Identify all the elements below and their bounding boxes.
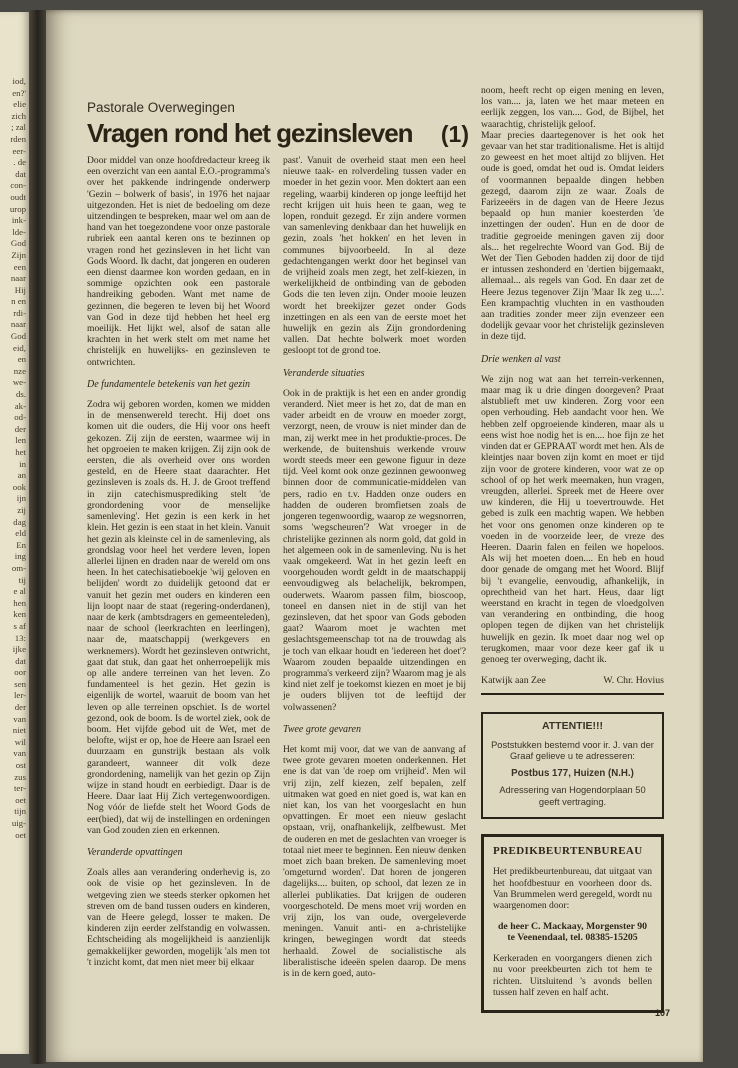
section-kicker: Pastorale Overwegingen: [87, 100, 235, 115]
cutoff-text-fragment: iod,: [12, 76, 26, 86]
cutoff-text-fragment: e al: [13, 586, 26, 597]
predikbeurtenbureau-intro: Het predikbeurtenbureau, dat uitgaat van het hoofdbestuur en voorheen door ds. Van Brummelen werd geregeld, wordt nu waargenomen door:: [493, 866, 652, 912]
cutoff-text-fragment: an: [17, 470, 26, 481]
cutoff-text-fragment: ijn: [16, 493, 26, 504]
text-column-2: [283, 155, 466, 979]
text-column-1: [87, 155, 270, 968]
cutoff-text-fragment: oor: [14, 667, 26, 678]
predikbeurtenbureau-box: [481, 834, 664, 1013]
article-header: [87, 100, 469, 149]
text-column-3: [481, 85, 664, 1013]
cutoff-text-fragment: dat: [15, 168, 26, 179]
cutoff-text-fragment: n en: [11, 296, 26, 307]
cutoff-text-fragment: dag: [13, 516, 26, 527]
cutoff-text-fragment: ook: [12, 481, 26, 492]
cutoff-text-fragment: ds.: [15, 389, 26, 400]
attentie-notice-box: [481, 712, 664, 819]
cutoff-text-fragments: [0, 12, 29, 841]
cutoff-text-fragment: ken: [13, 609, 26, 620]
text-block: past'. Vanuit de overheid staat men een heel nieuwe taak- en rolverdeling tussen vader en moeder in het gezin voor. Men doktert aan een regeling, waarbij kinderen op jonge leeftijd het recht krijgen uit huis heen te gaan, weg te lopen, ronduit gezegd. Er zijn andere vormen van samenleving denkbaar dan het huwelijk en gezin, zoals 'het hokken' en het leven in communes bijvoorbeeld. In al deze gedachtengangen werkt door het beginsel van de vrijheid zoals men zegt, het zelf-kiezen, in werkelijkheid de ontbinding van de geboden Gods die ten leven zijn. Onder mooie leuzen wordt het breekijzer gezet onder Gods inzettingen en als een van de eerste moet het huwelijk en gezin als Zijn grondordening vallen. Dat hechte bolwerk moet worden gesloopt tot de grond toe.: [283, 155, 466, 357]
cutoff-text-fragment: wil: [14, 736, 26, 747]
cutoff-text-fragment: van: [13, 713, 26, 724]
cutoff-text-fragment: eer-: [12, 145, 26, 156]
cutoff-text-fragment: God: [10, 331, 26, 342]
text-block: Veranderde situaties: [283, 367, 365, 379]
cutoff-text-fragment: ler-: [13, 690, 26, 701]
cutoff-text-fragment: Hij: [14, 284, 26, 295]
cutoff-text-fragment: der: [14, 702, 26, 713]
cutoff-text-fragment: nze: [13, 365, 26, 376]
cutoff-text-fragment: een: [13, 261, 26, 272]
article-part-number: (1): [440, 121, 469, 147]
cutoff-text-fragment: niet: [12, 725, 26, 736]
magazine-page: [46, 10, 703, 1062]
cutoff-text-fragment: ing: [14, 551, 26, 562]
cutoff-text-fragment: con-: [10, 180, 26, 191]
cutoff-text-fragment: Zijn: [11, 249, 26, 260]
column-3-article-text: [481, 85, 664, 665]
cutoff-text-fragment: der: [14, 423, 26, 434]
cutoff-text-fragment: zij: [17, 504, 26, 515]
cutoff-text-fragment: oet: [15, 794, 26, 805]
cutoff-text-fragment: uig-: [11, 818, 26, 828]
signature-author: W. Chr. Hovius: [603, 675, 664, 687]
text-block: Door middel van onze hoofdredacteur kreeg ik een overzicht van een aantal E.O.-programma's over het pakkende indringende onderwerp 'Gezin – bolwerk of basis', in 1976 het najaar uitgezonden. Het is niet de bedoeling om deze uitzendingen te bespreken, maar wel om aan de hand van het toegezondene voor onze pastorale rubriek een aantal keren ons te bezinnen op vragen rond het gezinsleven in het licht van Gods Woord. Ik dacht, dat jongeren en ouderen een dienst daarmee kon worden gedaan, en in sommige opzichten ook een pastorale handreiking geboden. Want met name de gezinnen, die begeren te leven bij het Woord van God in deze tijd hebben het heel erg moeilijk. Het lijkt wel, alsof de satan alle krachten in het werk stelt om met name het christelijk en huwelijks- en gezinsleven te ontwrichten.: [87, 155, 270, 368]
text-block: Het komt mij voor, dat we van de aanvang af twee grote gevaren moeten onderkennen. Het ene is dat van 'de roep om vrijheid'. Men wil vrij zijn, zelf kiezen, zelf bepalen, zelf uitmaken wat goed en niet goed is, wat kan en niet kan, los van het voorgeslacht en hun opvattingen. Er moet een nieuw geslacht opstaan, vrij, onafhankelijk, zelfbewust. Met de ouderen en met de geslachten van vroeger is totaal niet meer te beginnen. Een nieuw denken moet zich baan breken. De samenleving moet 'omgeturnd worden'. Dat horen de jongeren dagelijks.... buiten, op school, dat lezen ze in allerlei publikaties. Dat krijgen de ouderen voorgeschoteld. De mens moet vrij worden en vrij zijn, los van oude, overgeleverde meningen. Vanuit anti- en a-christelijke kringen, bewegingen wordt dat steeds herhaald. Zowel de socialistische als liberalistische ideeën spelen daarop. De mens is in de kern goed, auto-: [283, 743, 466, 980]
cutoff-text-fragment: rdi-: [13, 307, 26, 318]
cutoff-text-fragment: ak-: [14, 400, 26, 411]
cutoff-text-fragment: ; zal: [11, 122, 26, 133]
cutoff-text-fragment: om-: [11, 562, 26, 573]
text-block: Zodra wij geboren worden, komen we midden in de mensenwereld terecht. Hij doet ons komen uit die ouders, die Hij voor ons heeft gekozen. Zij zijn de eersten, waarmee wij in het opgroeien te maken krijgen. Zij zijn ook de eersten, die als overheid over ons worden gesteld, en de Heere staat daarachter. Het gezinsleven is zoals ds. H. J. de Groot treffend in zijn catechismusprediking stelt 'de grondordening voor de menselijke samenleving'. Het gezin is een kerk in het klein. Het gezin is een staat in het klein. Vanuit het gezin als kleinste cel in de samenleving, als grondslag voor heel het verdere leven, lopen allerlei lijnen en draden naar de wereld om ons heen. In het catechisatieboekje 'wij geloven en belijden' wordt zo duidelijk getoond dat er vanuit het gezin met ouders en kinderen een lijn loopt naar de staat (regering-onderdanen), naar de kerk (ambtsdragers en gemeenteleden), naar de school (leerkrachten en leerlingen), naar de, maatschappij (werkgevers en werknemers). Wordt het gezinsleven ontwricht, gaat dat stuk, dan gaat het onherroepelijk mis op alle andere terreinen van het leven. Zo fundamenteel is het gezin. Het gezin is eigenlijk de wortel, waaruit de boom van het leven op alle terreinen opschiet. Is de wortel gezond, ook de boom. Is de wortel ziek, ook de boom. Het vijfde gebod uit de Wet, met de belofte, wijst er op, hoe de Heere aan Israel een duurzaam en gunstrijk bestaan als volk garandeert, wanneer dit volk deze grondordening, namelijk van het gezin op Zijn wijze in stand houdt en eerbiedigt. Daar is de Heere. Daar laat Hij Zich vertegenwoordigen. Nog vóór de liefde stelt het Woord Gods de eer(bied), dat wij de instellingen en ordeningen van God zouden zien en erkennen.: [87, 399, 270, 836]
cutoff-text-fragment: elie: [13, 99, 26, 110]
text-block: Twee grote gevaren: [283, 723, 361, 735]
cutoff-text-fragment: 13:: [14, 632, 26, 643]
cutoff-text-fragment: we-: [12, 377, 26, 388]
cutoff-text-fragment: eld: [15, 528, 26, 539]
title-row: [87, 118, 469, 149]
text-block: De fundamentele betekenis van het gezin: [87, 378, 250, 390]
cutoff-text-fragment: sen: [14, 678, 26, 689]
cutoff-text-fragment: oet: [15, 829, 26, 840]
cutoff-text-fragment: eid,: [13, 342, 26, 353]
cutoff-text-fragment: naar: [10, 319, 26, 330]
cutoff-text-fragment: urop: [9, 203, 26, 214]
text-block: Zoals alles aan verandering onderhevig is, zo ook de visie op het gezinsleven. In de wetgeving zien we steeds sterker opkomen het streven om de band tussen ouders en kinderen, van de Heere gelegd, losser te maken. De kinderen zijn eerder zelfstandig en volwassen. Echtscheiding als mogelijkheid is aanzienlijk gemakkelijker geworden, mogelijk 'als men tot 't inzicht komt, dat men niet meer bij elkaar: [87, 867, 270, 968]
cutoff-text-fragment: naar: [10, 273, 26, 284]
text-block: Ook in de praktijk is het een en ander grondig veranderd. Niet meer is het zo, dat de man en vader arbeidt en de vrouw en moeder zorgt, verzorgt, neen, de vrouw is niet minder dan de man, zij werkt mee in het produktie-proces. De werkende, de buitenshuis werkende vrouw wordt steeds meer een gewone figuur in deze tijd. Veel komt ook onze gezinnen gewoonweg binnen door de communicatie-middelen van pers, radio en t.v. Hadden onze ouders en hadden de ouderen bromfietsen zoals de jongeren tegenwoordig, waarop ze wegsnorren, soms 'wegscheuren'? Wat vroeger in de christelijke gezinnen als norm gold, dat gold in het algemeen ook in de samenleving. Nu is het vaak omgekeerd. Wat in het gezin leeft en voorgehouden wordt geldt in de maatschappij eenvoudigweg als belachelijk, bekrompen, ouderwets. Waarom passen film, bioscoop, toneel en dansen niet in de stijl van het gezinsleven, dat het spoor van Gods geboden gaat? Waarom moet je wachten met geslachtsgemeenschap tot na de trouwdag als je toch van elkaar houdt en 'iedereen het doet'? Waarom zouden bepaalde uitzendingen en programma's verkeerd zijn? Waarom mag je als kind niet zelf je toekomst kiezen en moet je bij je ouders blijven tot de leeftijd der volwassenen?: [283, 387, 466, 713]
cutoff-text-fragment: tijn: [14, 806, 26, 817]
text-block: We zijn nog wat aan het terrein-verkennen, maar mag ik u drie dingen doorgeven? Praat alstublieft met uw kinderen. Zorg voor een open verhouding. Heb aandacht voor hen. We hebben zelf opgroeiende kinderen, maar als u eens wist hoe nodig het is en.... hoe fijn ze het vinden dat er GEPRAAT wordt met hen. Als de kleintjes naar boven zijn komt en moet er tijd zijn voor de grotere kinderen, voor wat ze op school of op het werk meemaken, hun vragen, vreugden, allerlei. Spreek met de Heere over uw kinderen, die Hij u toevertrouwde. Het gebed is zulk een machtig wapen. We hebben het voor ons genomen onze kinderen op te voeden in de voorzeide leer, de vreze des Heeren. Daarin falen en feilen we hopeloos. Als wij het moeten doen.... En heb en houd door genade de omgang met het Woord. Blijf bij 't evangelie, eenvoudig, afhankelijk, in oprechtheid van het hart. Heus, daar ligt weerstand en kracht in tegen de vloedgolven van verandering en ontbinding, die hoog oplopen tegen de dijken van het christelijk huwelijk en gezin. Ik moet daar nog wel op terugkomen, maar voor deze keer gaf ik u genoeg ter overweging, dacht ik.: [481, 373, 664, 665]
attentie-delay-note: Adressering van Hogendorplaan 50 geeft vertraging.: [499, 785, 646, 807]
cutoff-text-fragment: en: [17, 354, 26, 365]
cutoff-text-fragment: rden: [10, 133, 26, 144]
text-block: Drie wenken al vast: [481, 353, 561, 365]
predikbeurtenbureau-contact: de heer C. Mackaay, Morgenster 90 te Veenendaal, tel. 08385-15205: [497, 920, 647, 944]
cutoff-text-fragment: od-: [14, 412, 26, 423]
cutoff-text-fragment: ijke: [12, 644, 26, 655]
cutoff-text-fragment: ink-: [11, 215, 26, 226]
cutoff-text-fragment: . de: [13, 157, 26, 168]
cutoff-text-fragment: het: [15, 447, 26, 457]
cutoff-text-fragment: zus: [14, 771, 26, 782]
cutoff-text-fragment: s af: [13, 620, 26, 631]
cutoff-text-fragment: hen: [13, 597, 26, 608]
cutoff-text-fragment: ter-: [13, 783, 26, 794]
text-block: Maar precies daartegenover is het ook het gevaar van het star traditionalisme. Het is altijd zo geweest en het moet altijd zo blijven. Het oude is goed, omdat het oud is. Omdat leiders of voormannen bepaalde dingen hebben gezegd, daarom zijn ze waar. Zoals de Farizeeërs in de dagen van de Heere Jezus bepaald op hun manier koesterden 'de inzettingen der ouden'. Hun en de door de traditie gegroeide meningen gaven zij door als... het regelrechte Woord van God. Bij de Wet der Tien Geboden hadden zij door de tijd er intussen zeshonderd en 'dertien bijgemaakt, allemaal... als regels van God. En daar zet de Heere Jezus tegenover Zijn 'Maar Ik zeg u....'. Een krampachtig vluchten in en vasthouden aan tradities zonder meer zijn evenzeer een dodelijk gevaar voor het christelijk gezinsleven in deze tijd.: [481, 129, 664, 343]
cutoff-text-fragment: zich: [11, 110, 26, 121]
cutoff-text-fragment: in: [19, 458, 26, 469]
cutoff-text-fragment: dat: [15, 655, 26, 666]
cutoff-text-fragment: van: [13, 748, 26, 759]
page-number: 107: [654, 1008, 670, 1018]
divider-rule: [481, 693, 664, 695]
article-title: Vragen rond het gezinsleven: [87, 118, 413, 148]
predikbeurtenbureau-instructions: Kerkeraden en voorgangers dienen zich nu voor preekbeurten zich tot hem te richten. Uitsluitend 's avonds bellen tussen half zeven en half acht.: [493, 952, 652, 999]
attentie-postbus-address: Postbus 177, Huizen (N.H.): [511, 768, 634, 780]
text-block: noom, heeft recht op eigen mening en leven, los van.... ja, laten we het maar meteen en eerlijk zeggen, los van.... God, de Bijbel, het waarachtig, christelijk geloof.: [481, 85, 664, 130]
cutoff-text-fragment: tij: [18, 574, 26, 585]
article-signature: [481, 675, 664, 686]
predikbeurtenbureau-title: PREDIKBEURTENBUREAU: [493, 844, 643, 857]
cutoff-text-fragment: len: [15, 435, 26, 446]
cutoff-text-fragment: lde-: [12, 226, 26, 237]
previous-page-edge: [0, 12, 29, 1054]
signature-place: Katwijk aan Zee: [481, 675, 546, 687]
cutoff-text-fragment: God: [10, 238, 26, 249]
attentie-title: ATTENTIE!!!: [541, 720, 604, 733]
cutoff-text-fragment: oudt: [10, 191, 26, 202]
cutoff-text-fragment: En: [16, 539, 26, 550]
cutoff-text-fragment: en?': [12, 87, 26, 98]
text-block: Veranderde opvattingen: [87, 846, 183, 858]
cutoff-text-fragment: ost: [15, 760, 26, 771]
attentie-address-intro: Poststukken bestemd voor ir. J. van der Graaf gelieve u te adresseren:: [491, 739, 654, 761]
